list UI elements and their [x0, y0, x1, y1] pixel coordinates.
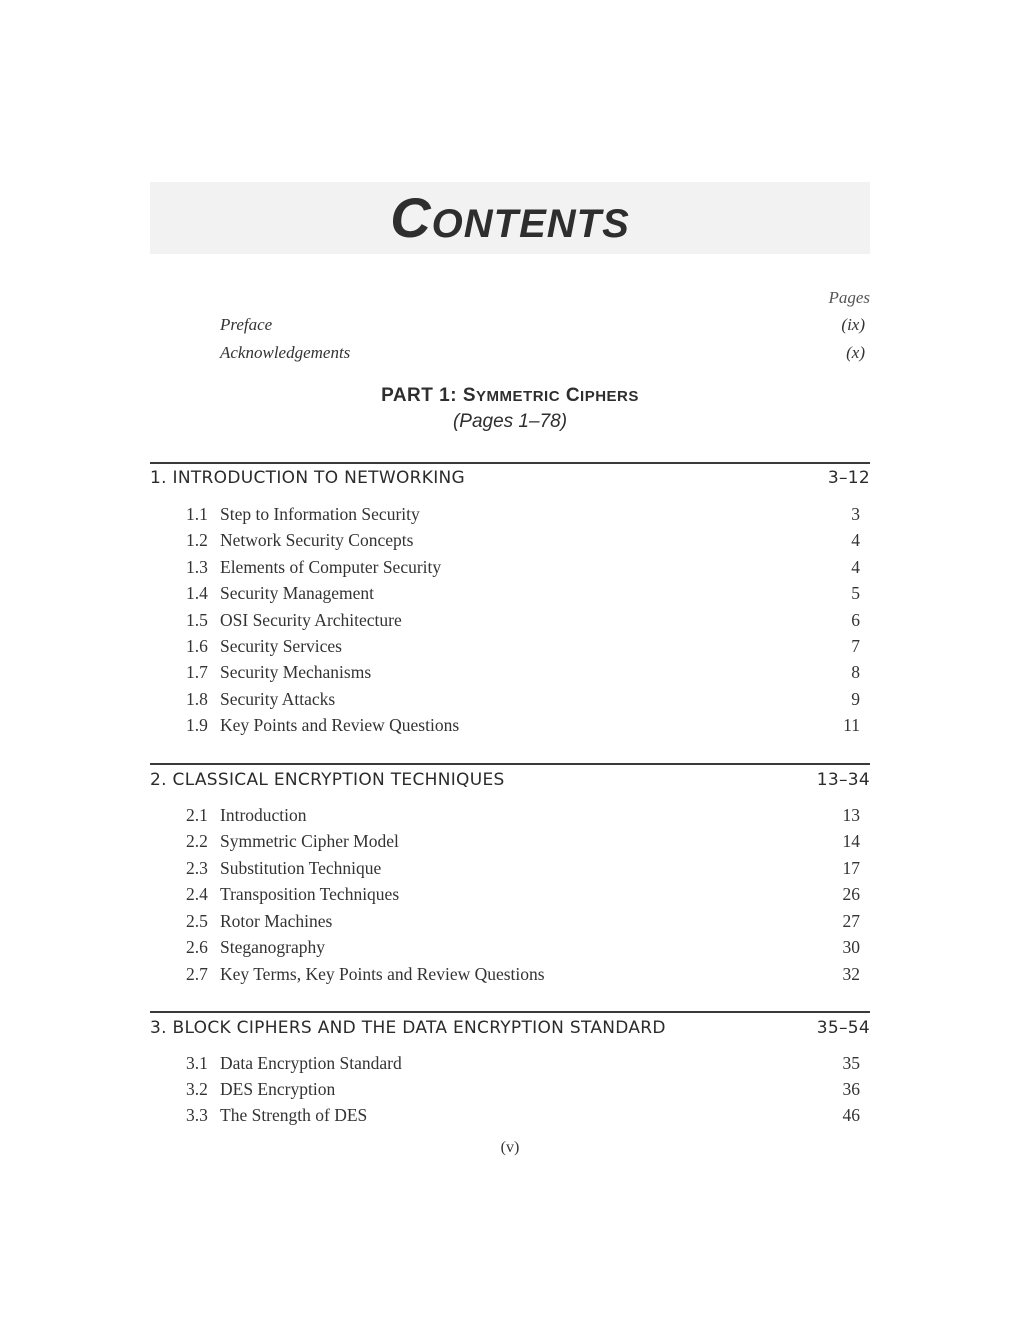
front-matter-label: Preface [220, 315, 273, 334]
chapter-pages: 13–34 [816, 770, 870, 790]
toc-entry[interactable]: 1.6 Security Services 7 [186, 636, 860, 656]
toc-entry[interactable]: 2.5 Rotor Machines 27 [186, 911, 860, 931]
toc-entry[interactable]: 1.2 Network Security Concepts 4 [186, 530, 860, 550]
toc-entry[interactable]: 2.6 Steganography 30 [186, 937, 860, 957]
toc-entry[interactable]: 2.7 Key Terms, Key Points and Review Questions 32 [186, 964, 860, 984]
part-title: PART 1: SYMMETRIC CIPHERS [381, 385, 639, 406]
front-matter-page: (x) [846, 343, 865, 362]
title-band [150, 182, 870, 254]
chapter-pages: 3–12 [827, 468, 870, 488]
toc-entry[interactable]: 1.9 Key Points and Review Questions 11 [186, 715, 860, 735]
chapter-title: 1. INTRODUCTION TO NETWORKING [150, 468, 465, 488]
toc-entry[interactable]: 2.4 Transposition Techniques 26 [186, 884, 860, 904]
toc-entry[interactable]: 3.3 The Strength of DES 46 [186, 1105, 860, 1125]
page-title: CONTENTS [390, 186, 630, 249]
toc-entry[interactable]: 1.7 Security Mechanisms 8 [186, 662, 860, 682]
part-page-range: (Pages 1–78) [452, 411, 568, 432]
front-matter-label: Acknowledgements [220, 343, 351, 362]
chapter-divider [150, 1011, 870, 1013]
chapter-title: 3. BLOCK CIPHERS AND THE DATA ENCRYPTION STANDARD [150, 1018, 666, 1038]
toc-entry[interactable]: 2.2 Symmetric Cipher Model 14 [186, 831, 860, 851]
front-matter-preface[interactable] [220, 315, 865, 335]
chapter-divider [150, 462, 870, 464]
toc-entry[interactable]: 3.1 Data Encryption Standard 35 [186, 1053, 860, 1073]
toc-entry[interactable]: 1.5 OSI Security Architecture 6 [186, 610, 860, 630]
front-matter-acknowledgements[interactable] [220, 343, 865, 363]
chapter-heading[interactable] [150, 770, 870, 790]
toc-entry[interactable]: 1.1 Step to Information Security 3 [186, 504, 860, 524]
toc-entry[interactable]: 2.3 Substitution Technique 17 [186, 858, 860, 878]
toc-entry[interactable]: 1.4 Security Management 5 [186, 583, 860, 603]
toc-entry[interactable]: 3.2 DES Encryption 36 [186, 1079, 860, 1099]
toc-entry[interactable]: 2.1 Introduction 13 [186, 805, 860, 825]
pages-column-header: Pages [828, 288, 870, 307]
toc-entry[interactable]: 1.3 Elements of Computer Security 4 [186, 557, 860, 577]
chapter-heading[interactable] [150, 468, 870, 488]
chapter-pages: 35–54 [816, 1018, 870, 1038]
front-matter-page: (ix) [841, 315, 865, 334]
chapter-title: 2. CLASSICAL ENCRYPTION TECHNIQUES [150, 770, 505, 790]
chapter-divider [150, 763, 870, 765]
page-folio: (v) [500, 1139, 520, 1156]
toc-entry[interactable]: 1.8 Security Attacks 9 [186, 689, 860, 709]
chapter-heading[interactable] [150, 1018, 870, 1038]
